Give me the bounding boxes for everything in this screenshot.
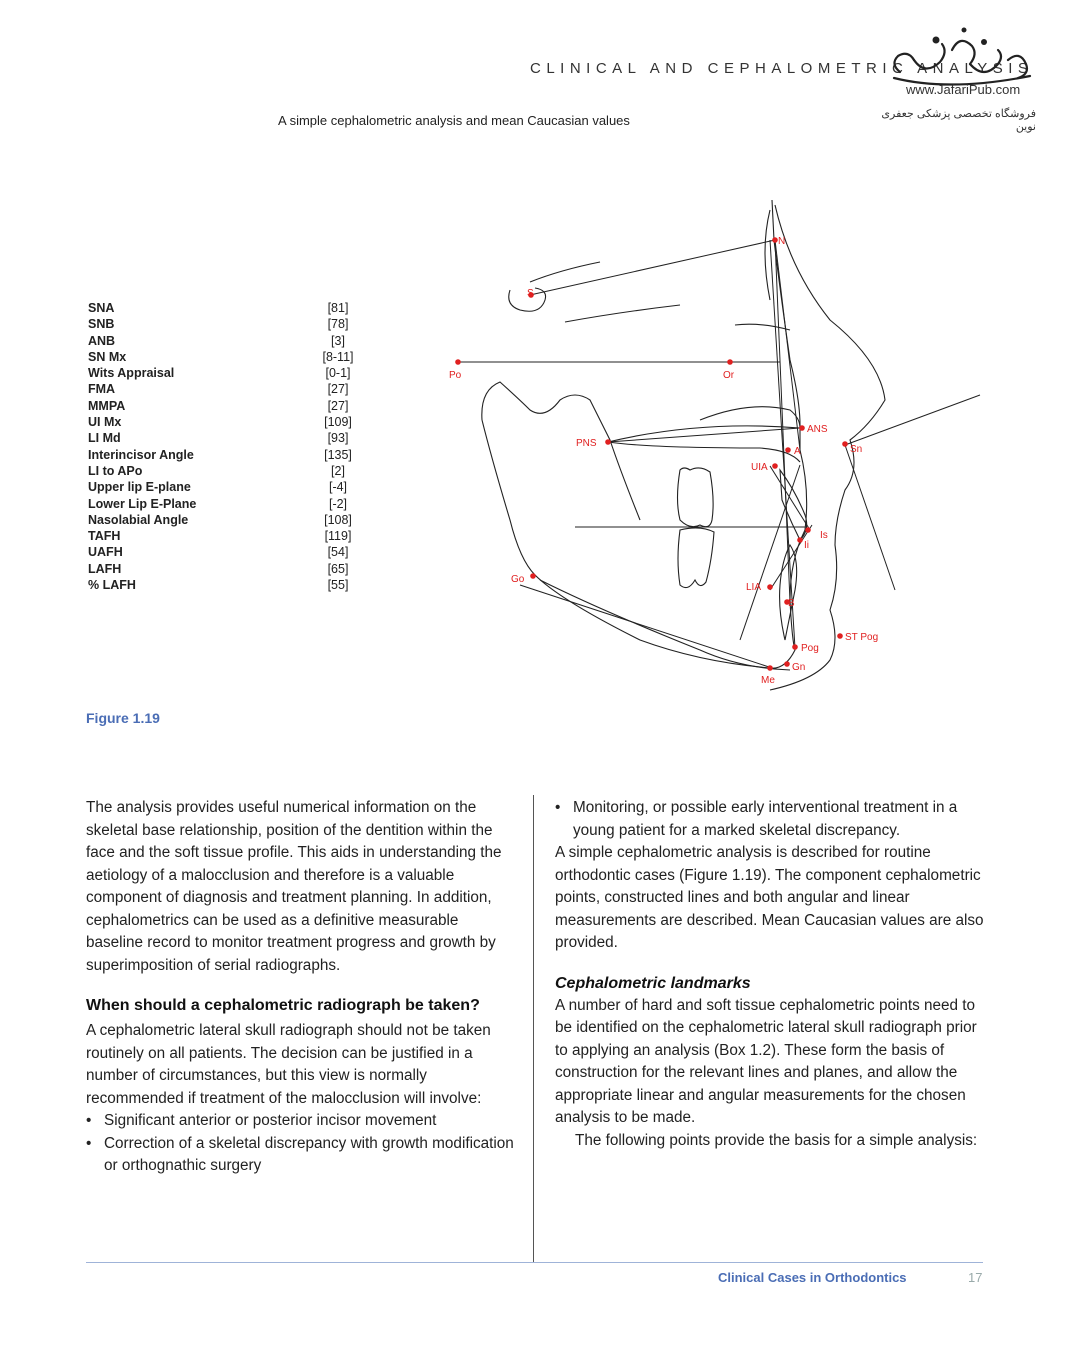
measure-value: [109] xyxy=(324,415,352,430)
footer-book-title: Clinical Cases in Orthodontics xyxy=(718,1270,907,1285)
figure-title: A simple cephalometric analysis and mean Caucasian values xyxy=(278,113,630,128)
landmark-Sn: Sn xyxy=(850,444,863,455)
measure-value: [135] xyxy=(324,447,352,462)
table-row xyxy=(88,316,368,332)
table-row xyxy=(88,349,368,365)
measure-name: SNA xyxy=(88,301,115,315)
measure-name: LI Md xyxy=(88,431,121,446)
measure-value: [-4] xyxy=(328,480,348,495)
right-paragraph-2: A number of hard and soft tissue cephalometric points need to be identified on the cephalometric lateral skull radiograph prior to applying an analysis (Box 1.2). These form the basis of construction for the relevant lines and planes, and allow the appropriate linear and angular measurements for the chosen analysis to be made. xyxy=(555,996,977,1126)
measure-value: [54] xyxy=(327,545,349,560)
cephalometric-tracing xyxy=(430,190,1000,700)
table-row xyxy=(88,479,368,495)
na-line xyxy=(775,240,800,450)
landmark-A: A xyxy=(794,446,801,457)
table-row xyxy=(88,577,368,593)
landmark-UIA: UIA xyxy=(751,462,768,473)
e-line xyxy=(845,395,980,445)
measure-value: [65] xyxy=(327,561,349,576)
landmark-Go: Go xyxy=(511,574,525,585)
measure-name: UAFH xyxy=(88,545,123,560)
upper-incisor xyxy=(780,470,807,540)
bullet-item: • Correction of a skeletal discrepancy with growth modification or orthognathic surgery xyxy=(86,1134,514,1174)
table-row xyxy=(88,463,368,479)
left-paragraph-1: The analysis provides useful numerical information on the skeletal base relationship, position of the dentition within the face and the soft tissue profile. This aids in understanding the aetiology of a malocclusion and therefore is a valuable component of diagnosis and treatment planning. In addition, cephalometrics can be used as a definitive measurable baseline record to monitor treatment progress and growth by superimposition of serial radiographs. xyxy=(86,799,502,974)
landmark-Po: Po xyxy=(449,370,462,381)
table-row xyxy=(88,528,368,544)
measure-name: ANB xyxy=(88,333,116,348)
measure-value: [8-11] xyxy=(322,349,354,364)
table-row xyxy=(88,496,368,512)
landmark-PNS: PNS xyxy=(576,438,597,449)
measure-value: [78] xyxy=(327,317,349,332)
landmark-Is: Is xyxy=(820,530,828,541)
measure-value: [81] xyxy=(327,301,349,315)
mandibular-plane xyxy=(520,585,772,668)
landmark-B: B xyxy=(788,598,795,609)
measure-name: LAFH xyxy=(88,561,122,576)
table-row xyxy=(88,333,368,349)
right-paragraph-3: The following points provide the basis for a simple analysis: xyxy=(575,1131,978,1149)
sn-line xyxy=(530,240,775,295)
table-row xyxy=(88,300,368,316)
table-row xyxy=(88,398,368,414)
measure-name: Wits Appraisal xyxy=(88,366,175,381)
footer-rule xyxy=(86,1262,983,1263)
measure-value: [119] xyxy=(324,529,352,544)
right-paragraph-1: A simple cephalometric analysis is described for routine orthodontic cases (Figure 1.19). The component cephalometric points, constructed lines and both angular and linear measurements are described. Mean Caucasian values are also provided. xyxy=(555,844,984,951)
left-column xyxy=(86,797,516,1178)
measure-value: [-2] xyxy=(328,496,348,511)
landmark-Me: Me xyxy=(761,675,775,686)
nasolabial xyxy=(845,445,895,590)
table-row xyxy=(88,561,368,577)
table-row xyxy=(88,430,368,446)
logo-url: www.JafariPub.com xyxy=(906,82,1021,97)
upper-incisor-axis xyxy=(770,466,810,530)
table-row xyxy=(88,544,368,560)
measure-value: [3] xyxy=(331,333,345,348)
measure-name: Nasolabial Angle xyxy=(88,512,189,527)
measure-name: SN Mx xyxy=(88,349,127,364)
molar xyxy=(678,468,714,527)
bullet-item: • Monitoring, or possible early interventional treatment in a young patient for a marked skeletal discrepancy. xyxy=(555,799,958,839)
measure-name: FMA xyxy=(88,382,116,397)
landmark-Or: Or xyxy=(723,370,735,381)
measure-value: [27] xyxy=(327,382,349,397)
measure-name: TAFH xyxy=(88,529,121,544)
landmark-Pog: Pog xyxy=(801,643,819,654)
table-row xyxy=(88,447,368,463)
measure-value: [108] xyxy=(324,512,352,527)
landmark-Ii: Ii xyxy=(804,540,809,551)
mandible-outline xyxy=(482,382,640,520)
measure-name: Lower Lip E-Plane xyxy=(88,496,197,511)
landmark-ANS: ANS xyxy=(807,424,828,435)
section-heading-when: When should a cephalometric radiograph be taken? xyxy=(86,997,480,1014)
table-row xyxy=(88,414,368,430)
measure-name: LI to APo xyxy=(88,463,143,478)
landmark-LIA: LIA xyxy=(746,582,762,593)
section-heading-landmarks: Cephalometric landmarks xyxy=(555,974,751,992)
left-paragraph-2: A cephalometric lateral skull radiograph should not be taken routinely on all patients. The decision can be justified in a number of circumstances, but this view is normally recommended if treatment of the malocclusion will involve: xyxy=(86,1022,491,1107)
measure-value: [55] xyxy=(327,578,349,593)
measure-name: UI Mx xyxy=(88,415,122,430)
measure-value: [27] xyxy=(327,398,349,413)
bullet-item: • Significant anterior or posterior incisor movement xyxy=(86,1112,437,1129)
measure-name: % LAFH xyxy=(88,578,136,593)
landmark-STPog: ST Pog xyxy=(845,632,879,643)
table-row xyxy=(88,381,368,397)
mean-values-table xyxy=(88,300,368,593)
table-row xyxy=(88,512,368,528)
measure-name: Interincisor Angle xyxy=(88,447,194,462)
column-divider xyxy=(533,795,534,1263)
table-row xyxy=(88,365,368,381)
landmark-Gn: Gn xyxy=(792,662,806,673)
nb-line xyxy=(775,240,790,602)
right-column xyxy=(555,797,985,1152)
page-number: 17 xyxy=(968,1270,983,1285)
figure-label: Figure 1.19 xyxy=(86,710,160,726)
logo-persian-text: فروشگاه تخصصی پزشکی جعفری نوین xyxy=(881,108,1036,133)
measure-name: MMPA xyxy=(88,398,126,413)
measure-name: Upper lip E-plane xyxy=(88,480,191,495)
running-head: CLINICAL AND CEPHALOMETRIC ANALYSIS xyxy=(530,60,1034,77)
measure-value: [0-1] xyxy=(325,366,351,381)
landmark-N: N xyxy=(778,236,786,247)
measure-value: [2] xyxy=(331,463,345,478)
measure-name: SNB xyxy=(88,317,115,332)
landmark-S: S xyxy=(527,288,534,299)
measure-value: [93] xyxy=(327,431,349,446)
